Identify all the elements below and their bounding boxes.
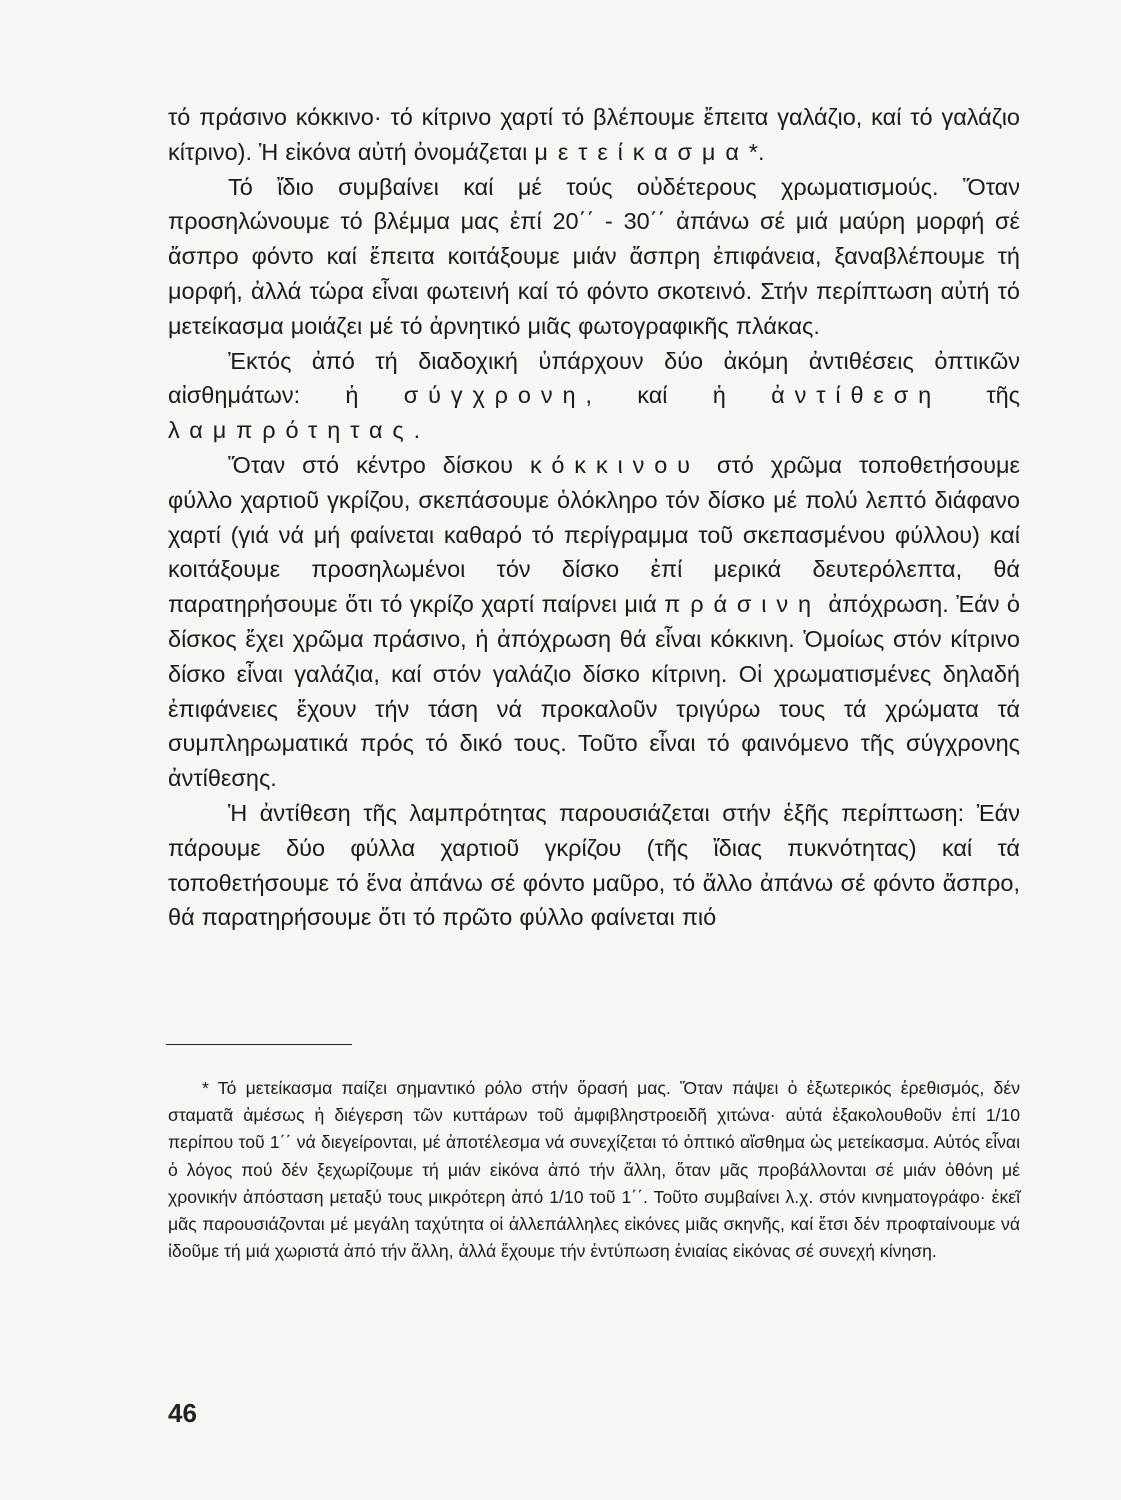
page-number: 46 bbox=[168, 1398, 197, 1428]
footnote-text: * Τό μετείκασμα παίζει σημαντικό ρόλο στήν ὅρασή μας. Ὅταν πάψει ὁ ἐξωτερικός ἐρεθισμός, δέν σταματᾶ ἀμέσως ἡ διέγερση τῶν κυττάρων τοῦ ἀμφιβληστροειδῆ χιτώνα· αὐτά ἐξακολουθοῦν ἐπί 1/10 περίπου τοῦ 1΄΄ νά διεγείρονται, μέ ἀποτέλεσμα νά συνεχίζεται τό ὀπτικό αἴσθημα ὡς μετείκασμα. Αὐτός εἶναι ὁ λόγος πού δέν ξεχωρίζουμε τή μιάν εἰκόνα ἀπό τήν ἄλλη, ὅταν μᾶς προβάλλονται σέ μιάν ὀθόνη μέ χρονικήν ἀπόσταση μεταξύ τους μικρότερη ἀπό 1/10 τοῦ 1΄΄. Τοῦτο συμβαίνει λ.χ. στόν κινηματογράφο· ἐκεῖ μᾶς παρουσιάζονται μέ μεγάλη ταχύτητα οἱ ἀλλεπάλληλες εἰκόνες μιᾶς σκηνῆς, καί ἔτσι δέν προφταίνουμε νά ἰδοῦμε τή μιά χωριστά ἀπό τήν ἄλλη, ἀλλά ἔχουμε τήν ἐντύπωση ἑνιαίας εἰκόνας σέ συνεχή κίνηση. bbox=[168, 1078, 1020, 1262]
paragraph bbox=[168, 170, 1020, 344]
spaced-term: πράσινη bbox=[664, 591, 821, 618]
spaced-term: λαμπρότητας bbox=[168, 417, 414, 444]
paragraph bbox=[168, 796, 1020, 935]
text-run: στό χρῶμα τοποθετήσουμε φύλλο χαρτιοῦ γκρίζου, σκεπάσουμε ὁλόκληρο τόν δίσκο μέ πολύ λεπτό διάφανο χαρτί (γιά νά μή φαίνεται καθαρό τό περίγραμμα τοῦ σκεπασμένου φύλλου) καί κοιτάξουμε προσηλωμένοι τόν δίσκο ἐπί μερικά δευτερόλεπτα, θά παρατηρήσουμε ὅτι τό γκρίζο χαρτί παίρνει μιά bbox=[168, 451, 1020, 618]
text-run: , καί ἡ bbox=[585, 382, 772, 409]
text-run: Τό ἴδιο συμβαίνει καί μέ τούς οὐδέτερους χρωματισμούς. Ὅταν προσηλώνουμε τό βλέμμα μας ἐπί 20΄΄ - 30΄΄ ἀπάνω σέ μιά μαύρη μορφή σέ ἄσπρο φόντο καί ἔπειτα κοιτάξουμε μιάν ἄσπρη ἐπιφάνεια, ξαναβλέπουμε τή μορφή, ἀλλά τώρα εἶναι φωτεινή καί τό φόντο σκοτεινό. Στήν περίπτωση αὐτή τό μετείκασμα μοιάζει μέ τό ἀρνητικό μιᾶς φωτογραφικῆς πλάκας. bbox=[168, 173, 1020, 339]
text-run: ἀπόχρωση. Ἐάν ὁ δίσκος ἔχει χρῶμα πράσινο, ἡ ἀπόχρωση θά εἶναι κόκκινη. Ὁμοίως στόν κίτρινο δίσκο εἶναι γαλάζια, καί στόν γαλάζιο δίσκο κίτρινη. Οἱ χρωματισμένες δηλαδή ἐπιφάνειες ἔχουν τήν τάση νά προκαλοῦν τριγύρω τους τά χρώματα τά συμπληρωματικά πρός τό δικό τους. Τοῦτο εἶναι τό φαινόμενο τῆς σύγχρονης ἀντίθεσης. bbox=[168, 591, 1020, 792]
spaced-term: κόκκινου bbox=[530, 451, 700, 478]
text-run: τῆς bbox=[941, 382, 1020, 409]
body-text bbox=[168, 100, 1020, 935]
spaced-term: ἀντίθεση bbox=[771, 382, 942, 409]
footnote-divider bbox=[166, 1044, 352, 1045]
spaced-term: σύγχρονη bbox=[403, 382, 586, 409]
spaced-term: μετείκασμα bbox=[534, 138, 749, 165]
text-run: Ἡ ἀντίθεση τῆς λαμπρότητας παρουσιάζεται στήν ἑξῆς περίπτωση: Ἐάν πάρουμε δύο φύλλα χαρτιοῦ γκρίζου (τῆς ἴδιας πυκνότητας) καί τά τοποθετήσουμε τό ἕνα ἀπάνω σέ φόντο μαῦρο, τό ἄλλο ἀπάνω σέ φόντο ἄσπρο, θά παρατηρήσουμε ὅτι τό πρῶτο φύλλο φαίνεται πιό bbox=[168, 799, 1020, 931]
text-run: *. bbox=[748, 138, 765, 165]
footnote bbox=[168, 1075, 1020, 1265]
text-run: Ἐκτός ἀπό τή διαδοχική ὑπάρχουν δύο ἀκόμη ἀντιθέσεις ὀπτικῶν αἰσθημάτων: ἡ bbox=[168, 347, 1020, 409]
paragraph bbox=[168, 344, 1020, 448]
paragraph bbox=[168, 100, 1020, 170]
text-run: τό πράσινο κόκκινο· τό κίτρινο χαρτί τό βλέπουμε ἔπειτα γαλάζιο, καί τό γαλάζιο κίτρινο). Ἡ εἰκόνα αὐτή ὀνομάζεται bbox=[168, 104, 1020, 165]
paragraph bbox=[168, 448, 1020, 796]
text-run: . bbox=[413, 417, 421, 444]
text-run: Ὅταν στό κέντρο δίσκου bbox=[228, 451, 531, 478]
